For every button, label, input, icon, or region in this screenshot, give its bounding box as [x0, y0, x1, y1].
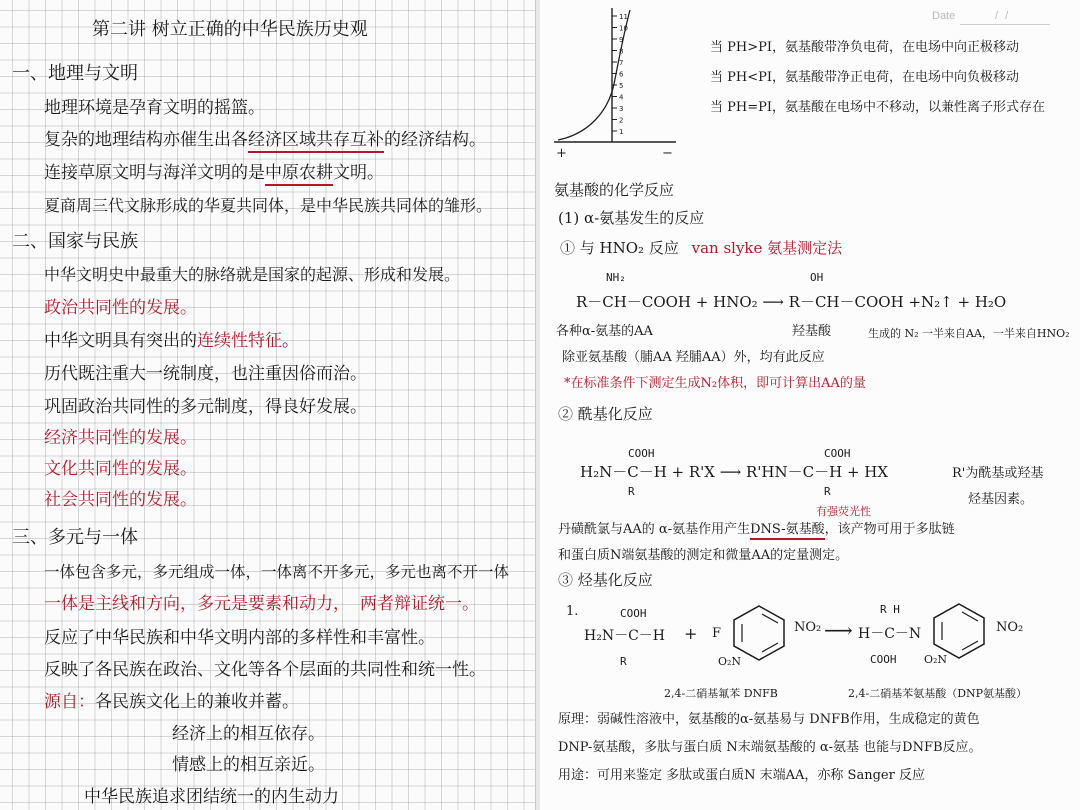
- note-highlight: 经济区域共存互补: [248, 130, 384, 153]
- reaction-3-product: H－C－N: [858, 626, 922, 642]
- graph-tick-label: 6: [619, 70, 624, 79]
- graph-plus-label: +: [556, 146, 567, 161]
- page-title: 第二讲 树立正确的中华民族历史观: [92, 19, 368, 40]
- cooh-group: COOH: [620, 607, 647, 620]
- note-highlight: 中原农耕: [265, 163, 333, 186]
- reaction-1-note-red: *在标准条件下测定生成N₂体积，即可计算出AA的量: [564, 376, 866, 391]
- note-text: 文明。: [333, 163, 384, 183]
- note-text-red: 一体是主线和方向，多元是要素和动力，: [44, 594, 350, 614]
- r-h-groups: R H: [880, 603, 900, 616]
- note-text: 复杂的地理结构亦催生出各: [44, 130, 248, 150]
- section-heading-diversity-unity: 三、多元与一体: [12, 527, 138, 548]
- cooh-group: COOH: [824, 447, 851, 460]
- note-text: 的经济结构。: [384, 130, 486, 150]
- reaction-1-text: ① 与 HNO₂ 反应: [560, 239, 679, 257]
- reaction-3-plus: +: [684, 624, 698, 643]
- principle-line-1: 原理：弱碱性溶液中，氨基酸的α-氨基易与 DNFB作用，生成稳定的黄色: [558, 712, 980, 727]
- note-text: 各民族文化上的兼收并蓄。: [95, 692, 299, 712]
- graph-tick-label: 11: [619, 13, 628, 21]
- section-heading-geography: 一、地理与文明: [12, 63, 138, 84]
- graph-tick-label: 4: [619, 93, 624, 102]
- section-heading-state-nation: 二、国家与民族: [12, 231, 138, 252]
- date-underline: [960, 24, 1050, 25]
- note-line: 经济上的相互依存。: [172, 724, 325, 744]
- reaction-2-text-1: [558, 520, 955, 540]
- graph-minus-label: −: [662, 146, 673, 161]
- reaction-2-red-note: 有强荧光性: [816, 505, 871, 518]
- reaction-3-number: 1.: [566, 604, 579, 619]
- note-line: 一体包含多元，多元组成一体，一体离不开多元，多元也离不开一体: [44, 563, 510, 581]
- graph-tick-label: 1: [619, 128, 624, 136]
- graph-tick-label: 2: [619, 116, 624, 125]
- reaction-1-equation: R－CH－COOH + HNO₂ ⟶ R－CH－COOH +N₂↑ + H₂O: [576, 293, 1007, 311]
- dnfb-label: 2,4-二硝基氟苯 DNFB: [664, 687, 778, 700]
- note-text: 连接草原文明与海洋文明的是: [44, 163, 265, 183]
- note-text: 中华文明具有突出的: [44, 331, 197, 351]
- nitro-group: NO₂: [996, 620, 1024, 635]
- reaction-2-equation: H₂N－C－H + R'X ⟶ R'HN－C－H + HX: [580, 463, 889, 481]
- reaction-1-method: van slyke 氨基测定法: [691, 239, 843, 257]
- note-line: 反应了中华民族和中华文明内部的多样性和丰富性。: [44, 628, 435, 648]
- reaction-2-note-b: 烃基因素。: [968, 492, 1034, 507]
- note-text-red: 源自：: [44, 692, 95, 712]
- reaction-2-label: ② 酰基化反应: [558, 405, 653, 423]
- oh-group: OH: [810, 271, 824, 284]
- note-text: 。: [282, 331, 299, 351]
- reaction-1-note-c: 生成的 N₂ 一半来自AA，一半来自HNO₂: [868, 327, 1070, 340]
- reaction-1-label: [560, 238, 842, 258]
- note-line: [44, 130, 486, 150]
- note-line: 情感上的相互亲近。: [172, 755, 325, 775]
- reaction-3-reactant: H₂N－C－H: [584, 628, 665, 644]
- nitro-group: O₂N: [718, 655, 742, 668]
- dnp-label: 2,4-二硝基苯氨基酸（DNP氨基酸）: [848, 687, 1028, 700]
- pi-rule-1: 当 PH>PI，氨基酸带净负电荷，在电场中向正极移动: [710, 40, 1019, 55]
- heading-chemical-reactions: 氨基酸的化学反应: [554, 181, 675, 199]
- cooh-group: COOH: [628, 447, 655, 460]
- graph-ticks: [612, 13, 628, 136]
- nitro-group: NO₂: [794, 620, 822, 635]
- reaction-2-highlight: DNS-氨基酸: [750, 522, 825, 540]
- reaction-3-arrow: ⟶: [824, 618, 853, 642]
- reaction-2-text: 丹磺酰氯与AA的 α-氨基作用产生: [558, 522, 751, 537]
- graph-tick-label: 9: [619, 36, 624, 44]
- reaction-2-note-a: R'为酰基或羟基: [952, 466, 1044, 481]
- principle-line-2: DNP-氨基酸，多肽与蛋白质 N末端氨基酸的 α-氨基 也能与DNFB反应。: [558, 740, 982, 755]
- subheading-alpha-amino: (1) α-氨基发生的反应: [558, 209, 705, 227]
- pi-rule-2: 当 PH<PI，氨基酸带净正电荷，在电场中向负极移动: [710, 70, 1019, 85]
- usage-line: 用途：可用来鉴定 多肽或蛋白质N 末端AA，亦称 Sanger 反应: [558, 768, 925, 783]
- reaction-1-note-2: 除亚氨基酸（脯AA 羟脯AA）外，均有此反应: [562, 350, 825, 365]
- note-line-red: 经济共同性的发展。: [44, 428, 197, 448]
- r-group: R: [824, 485, 831, 498]
- date-separators: / /: [995, 10, 1011, 22]
- graph-tick-label: 3: [619, 105, 624, 113]
- r-group: R: [628, 485, 635, 498]
- r-group: R: [620, 655, 627, 668]
- note-line: [44, 331, 299, 351]
- note-line-red: 社会共同性的发展。: [44, 490, 197, 510]
- note-text-red: 两者辩证统一。: [360, 594, 479, 614]
- fluoro-group: F: [712, 626, 722, 641]
- note-line-red: 文化共同性的发展。: [44, 459, 197, 479]
- note-line: 巩固政治共同性的多元制度，得良好发展。: [44, 397, 367, 417]
- note-line: 历代既注重大一统制度，也注重因俗而治。: [44, 364, 367, 384]
- nh2-group: NH₂: [606, 271, 626, 284]
- note-line: [44, 692, 299, 712]
- reaction-1-note-b: 羟基酸: [792, 324, 832, 339]
- pi-rule-3: 当 PH=PI，氨基酸在电场中不移动，以兼性离子形式存在: [710, 100, 1045, 115]
- cooh-group: COOH: [870, 653, 897, 666]
- note-line-red: 政治共同性的发展。: [44, 298, 197, 318]
- titration-graph: [550, 4, 690, 164]
- reaction-3-label: ③ 烃基化反应: [558, 571, 653, 589]
- left-notebook-page: [0, 0, 536, 810]
- date-label: Date: [932, 10, 956, 22]
- note-line: 中华民族追求团结统一的内生动力: [84, 787, 339, 807]
- reaction-2-text: ，该产物可用于多肽链: [824, 522, 955, 537]
- reaction-1-note-a: 各种α-氨基的AA: [556, 324, 653, 339]
- graph-tick-label: 5: [619, 82, 624, 90]
- note-line: 地理环境是孕育文明的摇篮。: [44, 98, 265, 118]
- right-notebook-page: [540, 0, 1080, 810]
- note-line: [44, 163, 384, 183]
- note-line: 反映了各民族在政治、文化等各个层面的共同性和统一性。: [44, 660, 486, 680]
- graph-tick-label: 8: [619, 47, 624, 56]
- note-line: 中华文明史中最重大的脉络就是国家的起源、形成和发展。: [44, 265, 461, 284]
- nitro-group: O₂N: [924, 653, 948, 666]
- note-highlight: 连续性特征: [197, 331, 282, 351]
- graph-tick-label: 7: [619, 59, 624, 67]
- reaction-2-text-2: 和蛋白质N端氨基酸的测定和微量AA的定量测定。: [558, 548, 849, 563]
- graph-tick-label: 10: [619, 24, 628, 33]
- note-line: 夏商周三代文脉形成的华夏共同体，是中华民族共同体的雏形。: [44, 196, 493, 215]
- note-line: [44, 594, 479, 614]
